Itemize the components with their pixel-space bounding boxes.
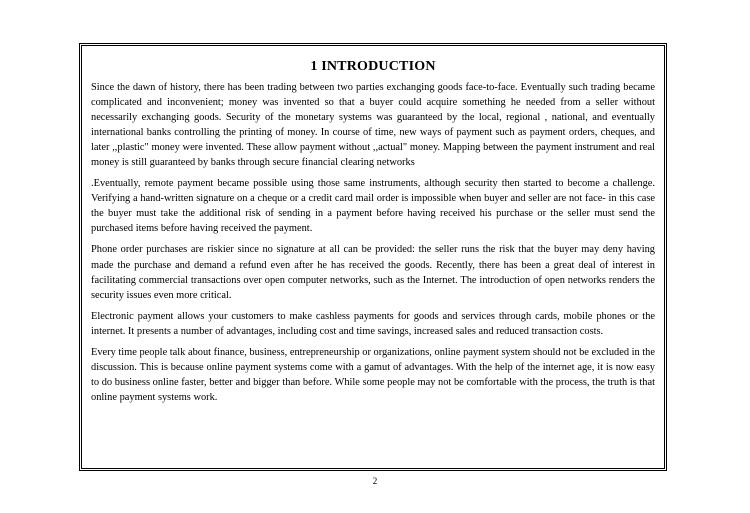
section-title: 1 INTRODUCTION: [310, 59, 436, 74]
paragraph-online-payment: Every time people talk about finance, business, entrepreneurship or organizations, online payment system should not be excluded in the discussion. This is because online payment systems come with a gamut of advantages. With the help of the internet age, it is now easy to do business online faster, better and bigger than before. While some people may not be comfortable with the process, the truth is that online payment systems work.: [91, 346, 655, 403]
paragraph-electronic-payment: Electronic payment allows your customers to make cashless payments for goods and services through cards, mobile phones or the internet. It presents a number of advantages, including cost and time savings, increased sales and reduced transaction costs.: [91, 310, 655, 337]
paragraph-phone-orders: Phone order purchases are riskier since no signature at all can be provided: the seller runs the risk that the buyer may deny having made the purchase and demand a refund even after he has received the goods. Recently, there has been a great deal of interest in facilitating commercial transactions over open computer networks, such as the Internet. The introduction of open networks renders the security issues even more critical.: [91, 244, 655, 301]
page-border: [79, 43, 667, 471]
paragraph-remote-payment: .Eventually, remote payment became possible using those same instruments, although security then started to become a challenge. Verifying a hand-written signature on a cheque or a credit card mail order is impossible when buyer and seller are not face- in this case the buyer must take the additional risk of sending in a payment before having received his purchase or the seller must send the purchased items before having received the payment.: [91, 178, 655, 235]
page-content: [91, 59, 655, 411]
paragraph-history: Since the dawn of history, there has been trading between two parties exchanging goods face-to-face. Eventually such trading became complicated and inconvenient; money was invented so that a buyer could acquire something he needed from a seller without necessarily exchanging goods. Security of the monetary systems was guaranteed by the local, regional , national, and eventually international banks controlling the printing of money. In course of time, new ways of payment such as payment orders, cheques, and later ,,plastic" money were invented. These allow payment without ,,actual" money. Mapping between the payment instrument and real money is still guaranteed by banks through secure financial clearing networks: [91, 82, 655, 169]
page-number: 2: [372, 476, 378, 486]
